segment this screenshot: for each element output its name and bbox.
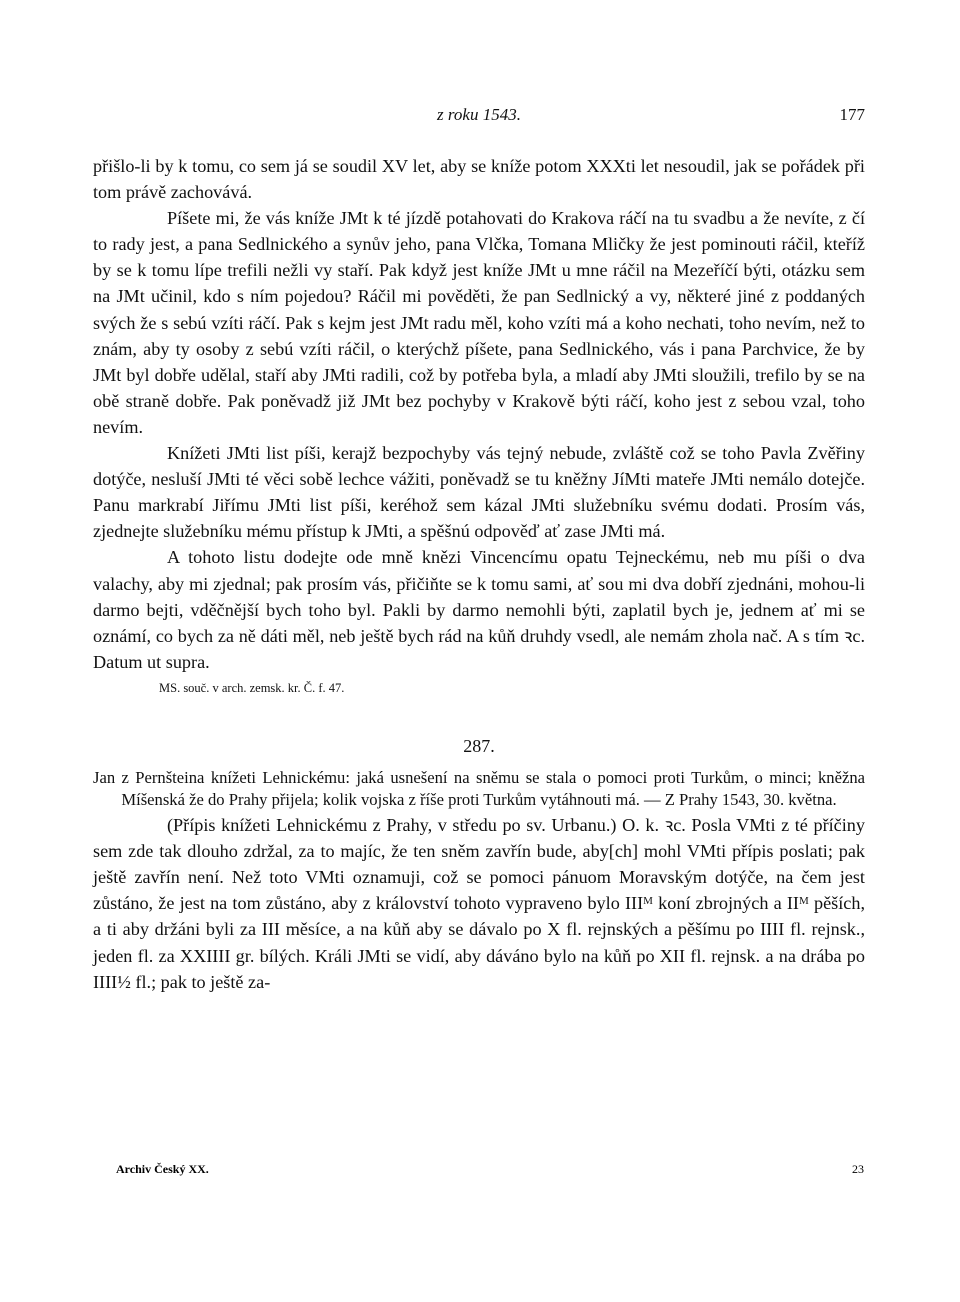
- document-page: [93, 105, 865, 995]
- paragraph: A tohoto listu dodejte ode mně knězi Vincencímu opatu Tejneckému, neb mu píši o dva valachy, aby mi zjednal; pak prosím vás, přičiňte se k tomu sami, ať sou mi dva dobří zjednáni, mohou-li darmo bejti, vděčnější bych toho byl. Pakli by darmo nemohli býti, zaplatil bych je, jednem ať mi se oznámí, co bych za ně dáti měl, neb ještě bych rád na kůň druhdy vsedl, ale nemám zhola nač. A s tím ꝛc. Datum ut supra.: [93, 547, 865, 672]
- signature-mark: 23: [852, 1162, 864, 1176]
- source-note: MS. souč. v arch. zemsk. kr. Č. f. 47.: [159, 680, 345, 695]
- paragraph: Knížeti JMti list píši, kerajž bezpochyby vás tejný nebude, zvláště což se toho Pavla Zvěřiny dotýče, nesluší JMti té věci sobě lechce vážiti, poněvadž se tu kněžny JíMti mateře JMti nemálo dotejče. Panu markrabí Jiřímu JMti list píši, keréhož sem kázal JMti služebníku svému dodati. Prosím vás, zjednejte služebníku mému přístup k JMti, a spěšnú odpověď ať zase JMti má.: [93, 443, 865, 542]
- running-head: [93, 105, 865, 133]
- running-title: z roku 1543.: [437, 105, 521, 124]
- document-regest: Jan z Pernšteina knížeti Lehnickému: jaká usnešení na sněmu se stala o pomoci proti Turkům, o minci; kněžna Míšenská že do Prahy přijela; kolik vojska z říše proti Turkům vytáhnouti má. — Z Prahy 1543, 30. května.: [93, 767, 865, 810]
- document-text: (Přípis knížeti Lehnickému z Prahy, v středu po sv. Urbanu.) O. k. ꝛc. Posla VMti z té příčiny sem zde tak dlouho zdržal, za to majíc, že ten sněm zavřín bude, aby[ch] mohl VMti přípis poslati; pak ještě zavřín není. Než toto VMti oznamuji, což se pomoci pánuom Moravským dotýče, na čem jest zůstáno, že jest na tom zůstáno, aby z království tohoto vypraveno bylo IIIᴹ koní zbrojných a IIᴹ pěších, a ti aby držáni byli za III měsíce, a na kůň aby se dávalo po X fl. rejnských a pěšímu po IIII fl. rejnsk., jeden fl. za XXIIII gr. bílých. Králi JMti se vidí, aby dáváno bylo na kůň po XII fl. rejnsk. a na drába po IIII½ fl.; pak to ještě za-: [93, 815, 865, 992]
- paragraph: Píšete mi, že vás kníže JMt k té jízdě potahovati do Krakova ráčí na tu svadbu a že nevíte, z čí to rady jest, a pana Sedlnického a synův jeho, pana Vlčka, Tomana Mličky že jest pominouti ráčil, kteříž by se k tomu lípe trefili nežli vy staří. Pak když jest kníže JMt u mne ráčil na Mezeříčí býti, otázku sem na JMt učinil, kdo s ním pojedou? Ráčil mi pověděti, že pan Sedlnický a vy, některé jiné z poddaných svých že s sebú vzíti ráčí. Pak s kejm jest JMt radu měl, koho vzíti má a koho nechati, toho nevím, než to znám, aby ty osoby z sebú vzíti ráčil, o kterýchž píšete, pana Sedlnického, vás i pana Parchvice, že by JMt byl dobře udělal, staří aby JMti radili, což by potřeba byla, a mladí aby JMti sloužili, trefilo by se na obě straně dobře. Pak poněvadž již JMt bez pochyby v Krakově býti ráčí, koho jest z sebou vzal, toho nevím.: [93, 208, 865, 437]
- document-number: 287.: [463, 735, 495, 756]
- publication-title: Archiv Český XX.: [116, 1162, 209, 1176]
- paragraph: přišlo-li by k tomu, co sem já se soudil XV let, aby se kníže potom XXXti let nesoudil, jak se pořádek při tom právě zachovává.: [93, 156, 865, 203]
- page-number: 177: [839, 105, 865, 124]
- letter-continued: [93, 153, 865, 995]
